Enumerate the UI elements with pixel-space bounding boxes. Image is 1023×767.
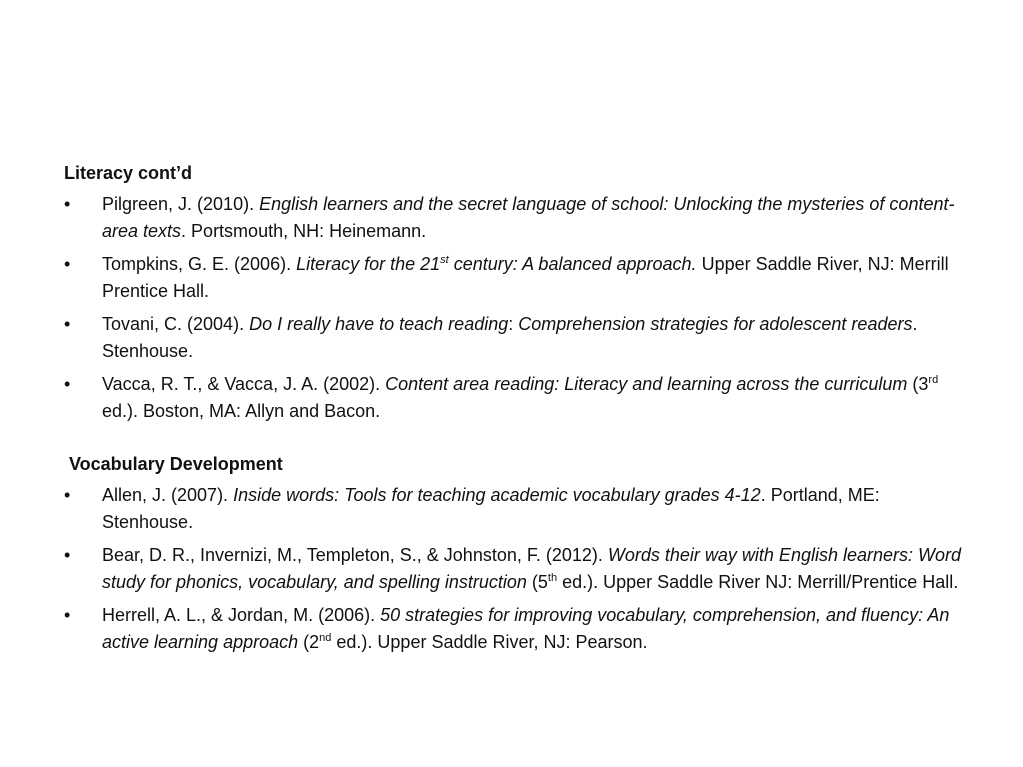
reference-title: Inside words: Tools for teaching academic vocabulary grades 4-12 [233,485,761,505]
reference-edition-superscript: nd [319,632,332,644]
bullet-icon: • [64,254,71,274]
reference-list-literacy [64,191,969,425]
bullet-icon: • [64,545,71,565]
reference-publisher: Upper Saddle River, NJ: Merrill Prentice Hall. [102,254,949,301]
reference-item [64,602,969,656]
reference-publisher: . Portland, ME: Stenhouse. [102,485,880,532]
section-heading-vocabulary: Vocabulary Development [69,454,283,474]
reference-edition-superscript: rd [928,374,939,386]
reference-publisher: ed.). Upper Saddle River, NJ: Pearson. [331,632,648,652]
reference-item [64,251,969,305]
reference-publisher: . Stenhouse. [102,314,918,361]
reference-publisher: ed.). Upper Saddle River NJ: Merrill/Prentice Hall. [557,572,959,592]
section-heading-literacy: Literacy cont’d [64,163,193,183]
reference-edition: (3 [907,374,929,394]
reference-item [64,482,969,536]
reference-edition: (5 [526,572,548,592]
reference-authors: Allen, J. (2007). [102,485,234,505]
bullet-icon: • [64,194,71,214]
reference-title: English learners and the secret language of school: Unlocking the mysteries of content-area texts [102,194,955,241]
reference-title-superscript: st [440,254,449,266]
reference-authors: Vacca, R. T., & Vacca, J. A. (2002). [102,374,386,394]
reference-title [296,254,696,274]
reference-title: 50 strategies for improving vocabulary, comprehension, and fluency: An active learning approach [102,605,950,652]
reference-title: Content area reading: Literacy and learning across the curriculum [385,374,908,394]
reference-list-vocabulary [64,482,969,656]
reference-subtitle: Comprehension strategies for adolescent readers [518,314,913,334]
bullet-icon: • [64,485,71,505]
reference-authors: Herrell, A. L., & Jordan, M. (2006). [102,605,381,625]
reference-item [64,371,969,425]
reference-publisher: . Portsmouth, NH: Heinemann. [181,221,427,241]
reference-title: Do I really have to teach reading [249,314,509,334]
reference-publisher: ed.). Boston, MA: Allyn and Bacon. [102,401,381,421]
reference-title-part: century: A balanced approach. [448,254,697,274]
reference-title: Words their way with English learners: Word study for phonics, vocabulary, and spelling instruction [102,545,962,592]
reference-item [64,191,969,245]
reference-authors: Tompkins, G. E. (2006). [102,254,297,274]
reference-authors: Pilgreen, J. (2010). [102,194,260,214]
reference-title-part: Literacy for the 21 [296,254,441,274]
reference-edition: (2 [298,632,320,652]
bullet-icon: • [64,605,71,625]
bullet-icon: • [64,374,71,394]
reference-authors: Bear, D. R., Invernizi, M., Templeton, S., & Johnston, F. (2012). [102,545,608,565]
reference-item [64,542,969,596]
reference-colon: : [508,314,519,334]
reference-item [64,311,969,365]
bullet-icon: • [64,314,71,334]
reference-authors: Tovani, C. (2004). [102,314,250,334]
reference-edition-superscript: th [547,572,558,584]
slide-content [64,160,969,662]
